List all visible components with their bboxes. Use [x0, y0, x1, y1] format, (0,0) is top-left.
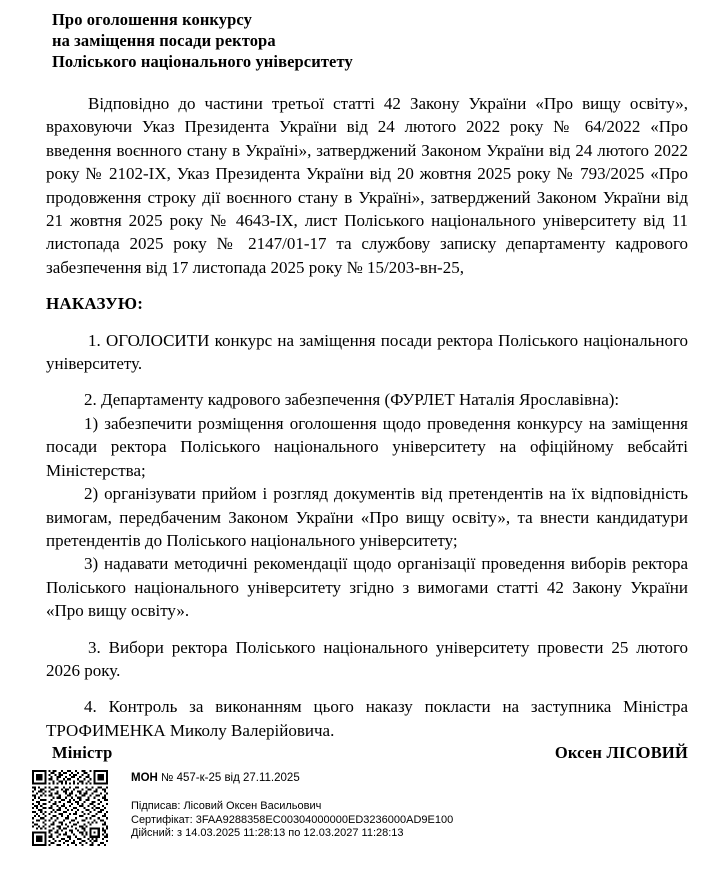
- signer-position: Міністр: [52, 743, 113, 762]
- order-item-1: 1. ОГОЛОСИТИ конкурс на заміщення посади ректора Поліського національного університету.: [46, 330, 688, 374]
- signer-name: Оксен ЛІСОВИЙ: [554, 743, 688, 762]
- title-line-1: Про оголошення конкурсу: [52, 10, 252, 29]
- stamp-text-block: [131, 770, 453, 841]
- order-item-2-subitem-2: 2) організувати прийом і розгляд документів від претендентів на їх відповідність вимогам, передбаченим Законом України «Про вищу освіту», та внести кандидатури претендентів до Поліського національного університету;: [46, 484, 688, 550]
- digital-signature-stamp: [32, 770, 532, 846]
- stamp-doc-number: № 457-к-25 від 27.11.2025: [161, 772, 300, 784]
- document-title: [52, 9, 482, 72]
- stamp-document-line: [131, 771, 453, 785]
- preamble-paragraph: Відповідно до частини третьої статті 42 Закону України «Про вищу освіту», враховуючи Указ Президента України від 24 лютого 2022 року № 64/2022 «Про введення воєнного стану в Україні», затверджений Законом України від 24 лютого 2022 року № 2102-IX, Указ Президента України від 20 жовтня 2025 року № 793/2025 «Про продовження строку дії воєнного стану в Україні», затверджений Законом України від 21 жовтня 2025 року № 4643-IX, лист Поліського національного університету від 11 листопада 2025 року № 2147/01-17 та службову записку департаменту кадрового забезпечення від 17 листопада 2025 року № 15/203-вн-25,: [46, 94, 688, 277]
- order-keyword: НАКАЗУЮ:: [46, 294, 144, 314]
- stamp-signed-by: Підписав: Лісовий Оксен Васильович: [131, 800, 322, 812]
- document-body: [46, 92, 688, 742]
- signature-row: [52, 743, 688, 763]
- title-line-3: Поліського національного університету: [52, 52, 353, 71]
- qr-code-icon: [32, 770, 108, 846]
- order-item-2: 2. Департаменту кадрового забезпечення (ФУРЛЕТ Наталія Ярославівна):: [84, 390, 620, 410]
- stamp-validity: Дійсний: з 14.03.2025 11:28:13 по 12.03.2027 11:28:13: [131, 827, 404, 840]
- order-item-3: 3. Вибори ректора Поліського національного університету провести 25 лютого 2026 року.: [46, 637, 688, 680]
- stamp-org: МОН: [131, 772, 158, 784]
- order-item-4: 4. Контроль за виконанням цього наказу покласти на заступника Міністра ТРОФИМЕНКА Миколу Валерійовича.: [46, 697, 688, 740]
- title-line-2: на заміщення посади ректора: [52, 31, 276, 50]
- order-item-2-subitem-1: 1) забезпечити розміщення оголошення щодо проведення конкурсу на заміщення посади ректора Поліського національного університету на офіційному вебсайті Міністерства;: [46, 413, 688, 480]
- order-item-2-subitem-3: 3) надавати методичні рекомендації щодо організації проведення виборів ректора Поліського національного університету згідно з вимогами статті 42 Закону України «Про вищу освіту».: [46, 554, 688, 621]
- stamp-certificate: Сертифікат: 3FAA9288358EC00304000000ED3236000AD9E100: [131, 813, 454, 826]
